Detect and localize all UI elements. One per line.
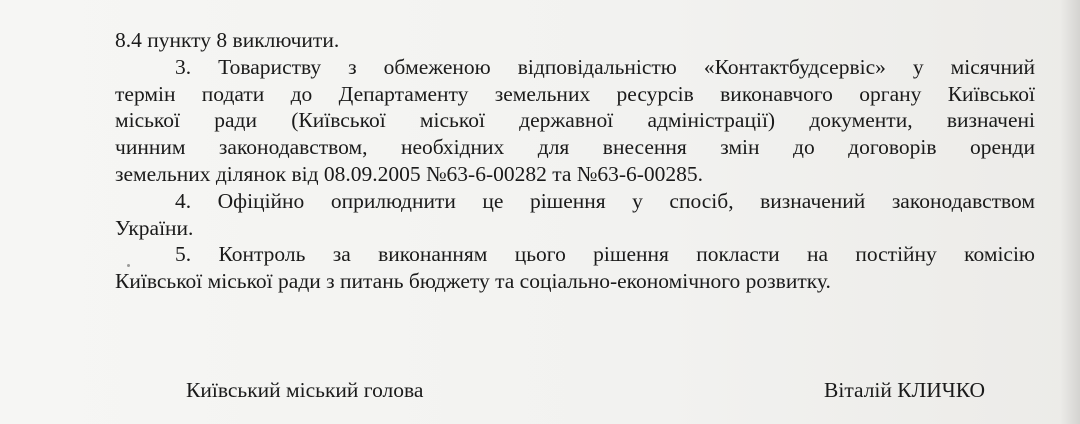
text-line-9: 5. Контроль за виконанням цього рішення покласти на постійну комісію (175, 242, 1035, 267)
text-line-7: 4. Офіційно оприлюднити це рішення у спосіб, визначений законодавством (175, 188, 1035, 213)
page-edge-shadow (1060, 0, 1080, 424)
text-line-5: чинним законодавством, необхідних для внесення змін до договорів оренди (115, 135, 1035, 160)
text-line-10: Київської міської ради з питань бюджету та соціально-економічного розвитку. (115, 269, 831, 294)
text-line-3: термін подати до Департаменту земельних ресурсів виконавчого органу Київської (115, 81, 1035, 106)
signature-position: Київський міський голова (186, 378, 424, 402)
text-line-1: 8.4 пункту 8 виключити. (115, 28, 340, 52)
text-line-8: України. (115, 215, 194, 240)
document-body (115, 27, 1035, 295)
signature-name: Віталій КЛИЧКО (824, 378, 986, 402)
text-line-2: 3. Товариству з обмеженою відповідальністю «Контактбудсервіс» у місячний (175, 54, 1035, 79)
paper-speck (127, 264, 130, 267)
text-line-4: міської ради (Київської міської державної адміністрації) документи, визначені (115, 108, 1035, 133)
text-line-6: земельних ділянок від 08.09.2005 №63-6-00282 та №63-6-00285. (115, 161, 704, 186)
